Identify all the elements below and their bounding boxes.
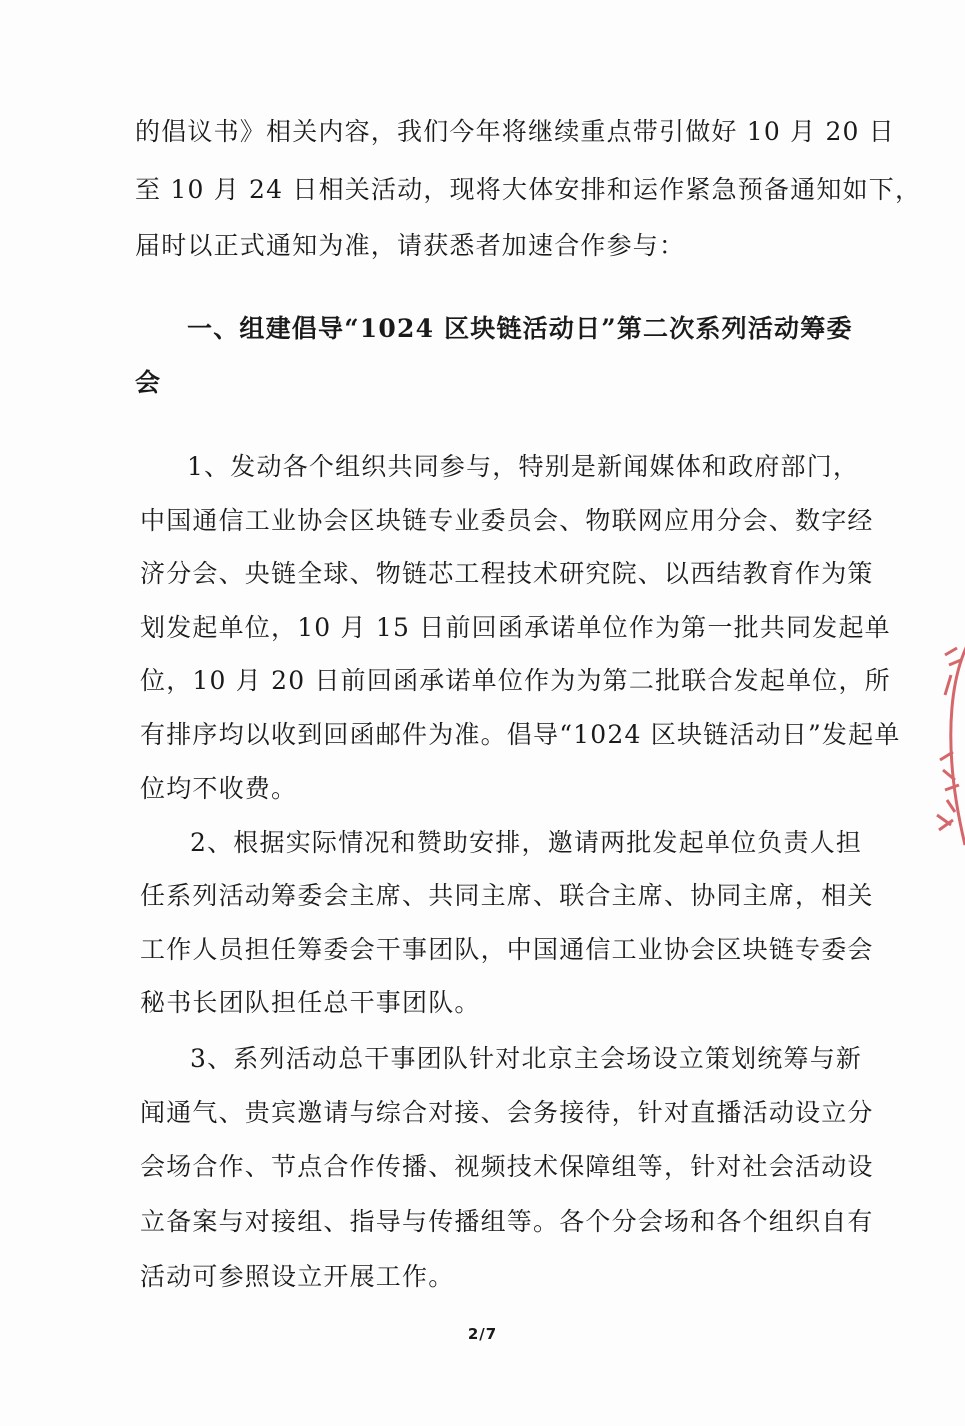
item-1-line-7: 位均不收费。 [140, 774, 298, 803]
intro-line-1: 的倡议书》相关内容，我们今年将继续重点带引做好 10 月 20 日 [135, 117, 896, 146]
red-seal-stamp-icon [925, 620, 965, 850]
section-1-heading-line-1: 一、组建倡导“1024 区块链活动日”第二次系列活动筹委 [187, 314, 853, 343]
item-1-line-2: 中国通信工业协会区块链专业委员会、物联网应用分会、数字经 [140, 506, 874, 535]
page-number: 2/7 [467, 1325, 498, 1343]
item-2-line-1: 2、根据实际情况和赞助安排，邀请两批发起单位负责人担 [190, 828, 863, 857]
item-1-line-6: 有排序均以收到回函邮件为准。倡导“1024 区块链活动日”发起单 [140, 720, 901, 749]
item-1-line-1: 1、发动各个组织共同参与，特别是新闻媒体和政府部门， [187, 452, 860, 481]
item-3-line-5: 活动可参照设立开展工作。 [140, 1262, 455, 1291]
item-2-line-3: 工作人员担任筹委会干事团队，中国通信工业协会区块链专委会 [140, 935, 874, 964]
item-1-line-5: 位，10 月 20 日前回函承诺单位作为为第二批联合发起单位，所 [140, 666, 891, 695]
item-3-line-2: 闻通气、贵宾邀请与综合对接、会务接待，针对直播活动设立分 [140, 1098, 874, 1127]
item-1-line-3: 济分会、央链全球、物链芯工程技术研究院、以西结教育作为策 [140, 559, 874, 588]
item-3-line-4: 立备案与对接组、指导与传播组等。各个分会场和各个组织自有 [140, 1207, 874, 1236]
section-1-heading-line-2: 会 [135, 368, 162, 397]
intro-line-2: 至 10 月 24 日相关活动，现将大体安排和运作紧急预备通知如下， [135, 175, 922, 204]
item-2-line-2: 任系列活动筹委会主席、共同主席、联合主席、协同主席，相关 [140, 881, 874, 910]
item-3-line-1: 3、系列活动总干事团队针对北京主会场设立策划统筹与新 [190, 1044, 863, 1073]
item-3-line-3: 会场合作、节点合作传播、视频技术保障组等，针对社会活动设 [140, 1152, 874, 1181]
item-1-line-4: 划发起单位，10 月 15 日前回函承诺单位作为第一批共同发起单 [140, 613, 891, 642]
intro-line-3: 届时以正式通知为准，请获悉者加速合作参与： [135, 231, 686, 260]
item-2-line-4: 秘书长团队担任总干事团队。 [140, 988, 481, 1017]
